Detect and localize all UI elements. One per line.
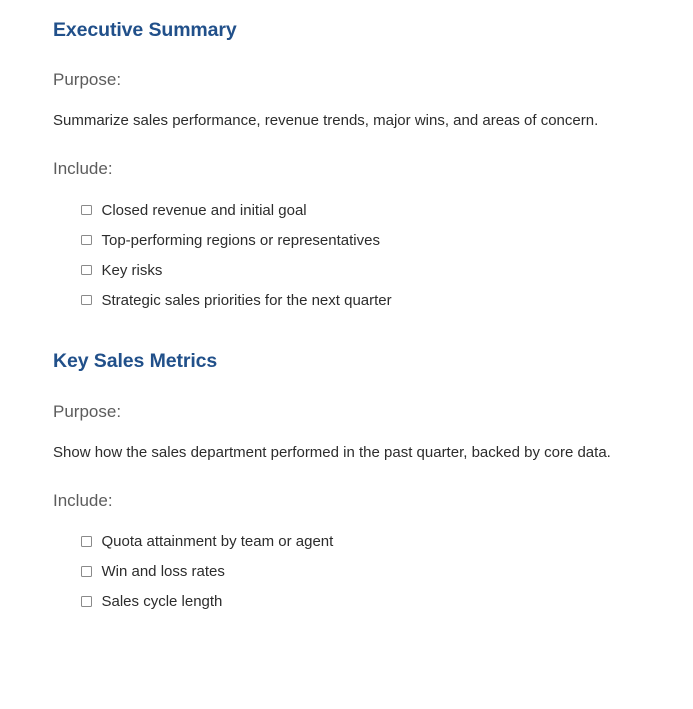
document-section bbox=[53, 349, 663, 616]
checkbox-unchecked-icon[interactable] bbox=[81, 235, 92, 246]
purpose-block bbox=[53, 69, 663, 136]
checklist-item-label: Strategic sales priorities for the next quarter bbox=[101, 291, 392, 309]
purpose-label: Purpose: bbox=[53, 401, 122, 421]
purpose-block bbox=[53, 401, 663, 468]
purpose-label: Purpose: bbox=[53, 70, 122, 90]
checklist-item[interactable] bbox=[81, 285, 663, 315]
checkbox-unchecked-icon[interactable] bbox=[81, 265, 92, 276]
checkbox-unchecked-icon[interactable] bbox=[81, 596, 92, 607]
checkbox-unchecked-icon[interactable] bbox=[81, 295, 92, 306]
checklist-item-label: Top-performing regions or representatives bbox=[101, 231, 380, 249]
checklist-item[interactable] bbox=[81, 556, 663, 586]
checklist-item-label: Sales cycle length bbox=[101, 592, 223, 610]
section-heading: Executive Summary bbox=[53, 19, 237, 41]
purpose-text: Show how the sales department performed in the past quarter, backed by core data. bbox=[53, 443, 611, 461]
checkbox-unchecked-icon[interactable] bbox=[81, 536, 92, 547]
include-label: Include: bbox=[53, 490, 113, 510]
checklist-item-label: Closed revenue and initial goal bbox=[101, 201, 307, 219]
checkbox-unchecked-icon[interactable] bbox=[81, 566, 92, 577]
checklist-item[interactable] bbox=[81, 225, 663, 255]
checklist-item-label: Key risks bbox=[101, 261, 163, 279]
include-label: Include: bbox=[53, 159, 113, 179]
checklist-item[interactable] bbox=[81, 255, 663, 285]
checklist-item[interactable] bbox=[81, 526, 663, 556]
checklist bbox=[53, 526, 663, 616]
checklist bbox=[53, 195, 663, 315]
checklist-item[interactable] bbox=[81, 586, 663, 616]
checklist-item[interactable] bbox=[81, 195, 663, 225]
checkbox-unchecked-icon[interactable] bbox=[81, 205, 92, 216]
checklist-item-label: Quota attainment by team or agent bbox=[101, 532, 334, 550]
purpose-text: Summarize sales performance, revenue trends, major wins, and areas of concern. bbox=[53, 112, 599, 130]
include-block bbox=[53, 158, 663, 315]
include-block bbox=[53, 490, 663, 617]
checklist-item-label: Win and loss rates bbox=[101, 562, 225, 580]
document-section bbox=[53, 18, 663, 315]
section-list bbox=[53, 18, 663, 616]
section-heading: Key Sales Metrics bbox=[53, 350, 218, 373]
